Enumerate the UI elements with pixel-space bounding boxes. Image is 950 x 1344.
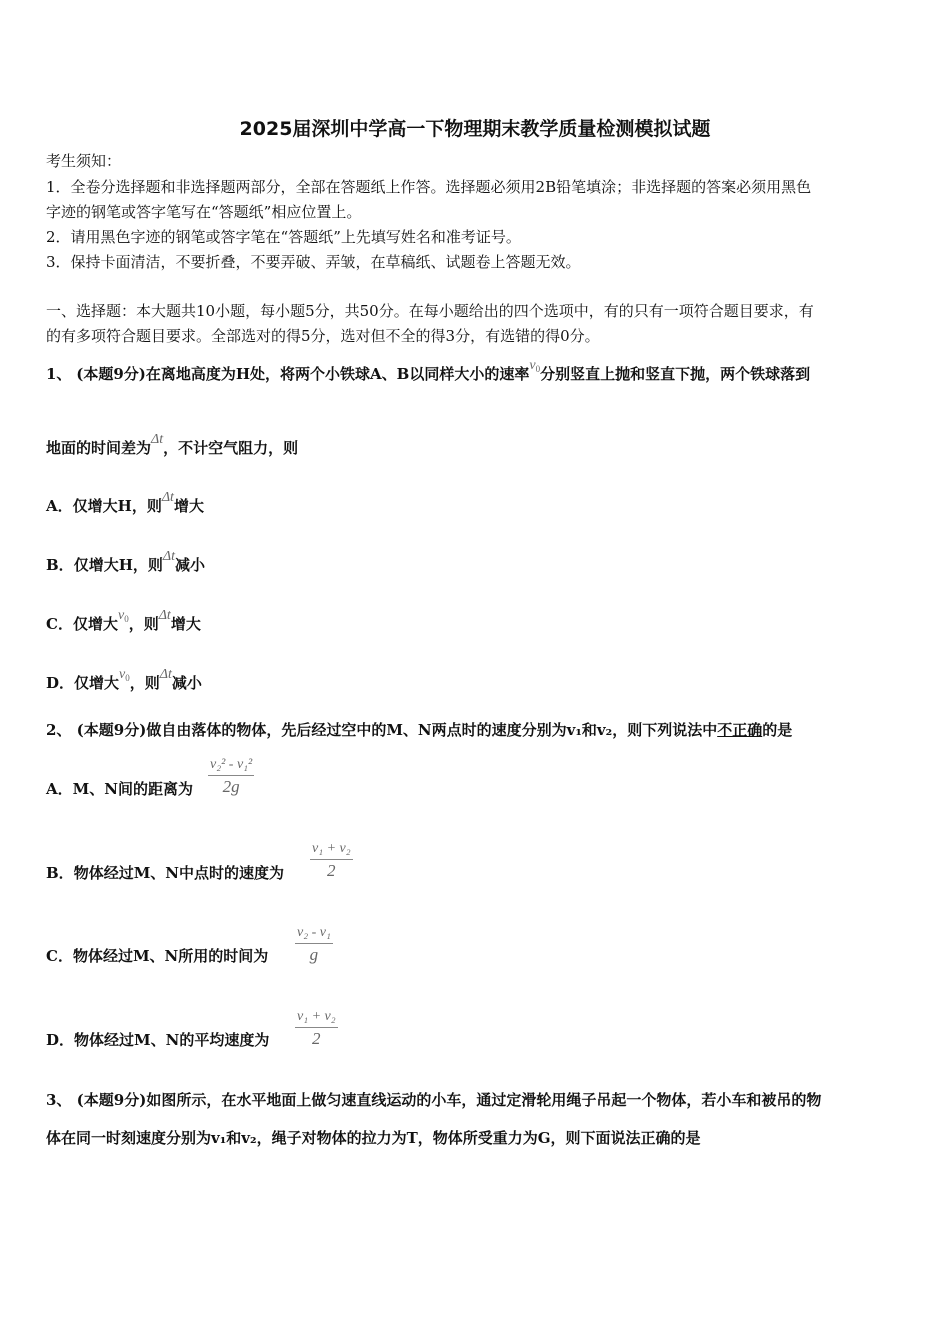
option-d[interactable]: D．物体经过M、N的平均速度为 — [46, 1031, 270, 1049]
fraction-denominator: 2 — [312, 1029, 321, 1048]
fraction-numerator: v₁ + v₂ — [310, 840, 353, 860]
formula-fraction — [295, 1008, 338, 1050]
v0-symbol: $v_0$ — [119, 667, 130, 683]
notice-item: 2．请用黑色字迹的钢笔或答字笔在“答题纸”上先填写姓名和准考证号。 — [46, 228, 521, 246]
underlined-keyword: 不正确 — [717, 721, 763, 739]
option-a[interactable]: A．M、N间的距离为 — [46, 780, 193, 798]
fraction-numerator: v₂² - v₁² — [208, 756, 254, 776]
option-a[interactable]: A．仅增大H，则Δt增大 — [46, 490, 204, 515]
option-c[interactable]: C．物体经过M、N所用的时间为 — [46, 947, 269, 965]
question-1-stem: 1、 (本题9分)在离地高度为H处，将两个小铁球A、B以同样大小的速率$v_0$分别竖直上抛和竖直下抛，两个铁球落到 — [46, 358, 811, 383]
fraction-numerator: v₁ + v₂ — [295, 1008, 338, 1028]
option-b[interactable]: B．物体经过M、N中点时的速度为 — [46, 864, 285, 882]
notice-heading: 考生须知： — [46, 152, 122, 170]
formula-fraction — [295, 924, 333, 966]
fraction-numerator: v₂ - v₁ — [295, 924, 333, 944]
delta-t-symbol: Δt — [158, 608, 171, 623]
question-number: 1、 — [46, 365, 72, 383]
delta-t-symbol: Δt — [162, 549, 175, 564]
question-3-stem: 3、 (本题9分)如图所示，在水平地面上做匀速直线运动的小车，通过定滑轮用绳子吊起一个物体，若小车和被吊的物 — [46, 1091, 822, 1109]
delta-t-symbol: Δt — [161, 490, 174, 505]
page-title: 2025届深圳中学高一下物理期末教学质量检测模拟试题 — [239, 118, 711, 140]
formula-fraction — [310, 840, 353, 882]
section-instructions: 一、选择题：本大题共10小题，每小题5分，共50分。在每小题给出的四个选项中，有的只有一项符合题目要求，有 — [46, 302, 814, 320]
question-score: (本题9分) — [76, 721, 147, 739]
question-number: 3、 — [46, 1091, 72, 1109]
formula-fraction — [208, 756, 254, 798]
delta-t-symbol: Δt — [159, 667, 172, 682]
fraction-denominator: g — [309, 945, 319, 964]
notice-item: 字迹的钢笔或答字笔写在“答题纸”相应位置上。 — [46, 203, 362, 221]
option-c[interactable]: C．仅增大$v_0$，则Δt增大 — [46, 608, 201, 633]
question-score: (本题9分) — [76, 365, 146, 383]
question-2-stem: 2、 (本题9分)做自由落体的物体，先后经过空中的M、N两点时的速度分别为v₁和v₂，则下列说法中不正确的是 — [46, 721, 793, 739]
question-number: 2、 — [46, 721, 72, 739]
notice-item: 3．保持卡面清洁，不要折叠，不要弄破、弄皱，在草稿纸、试题卷上答题无效。 — [46, 253, 581, 271]
section-instructions: 的有多项符合题目要求。全部选对的得5分，选对但不全的得3分，有选错的得0分。 — [46, 327, 600, 345]
option-d[interactable]: D．仅增大$v_0$，则Δt减小 — [46, 667, 202, 692]
notice-item: 1．全卷分选择题和非选择题两部分，全部在答题纸上作答。选择题必须用2B铅笔填涂；非选择题的答案必须用黑色 — [46, 178, 812, 196]
question-score: (本题9分) — [76, 1091, 147, 1109]
fraction-denominator: 2 — [327, 861, 336, 880]
question-3-stem-cont: 体在同一时刻速度分别为v₁和v₂，绳子对物体的拉力为T，物体所受重力为G，则下面说法正确的是 — [46, 1129, 701, 1147]
question-1-stem-cont: 地面的时间差为Δt，不计空气阻力，则 — [46, 432, 299, 457]
fraction-denominator: 2g — [222, 777, 240, 796]
delta-t-symbol: Δt — [151, 432, 164, 447]
option-b[interactable]: B．仅增大H，则Δt减小 — [46, 549, 205, 574]
v0-symbol: $v_0$ — [117, 608, 129, 624]
v0-symbol: $v_0$ — [529, 358, 541, 374]
